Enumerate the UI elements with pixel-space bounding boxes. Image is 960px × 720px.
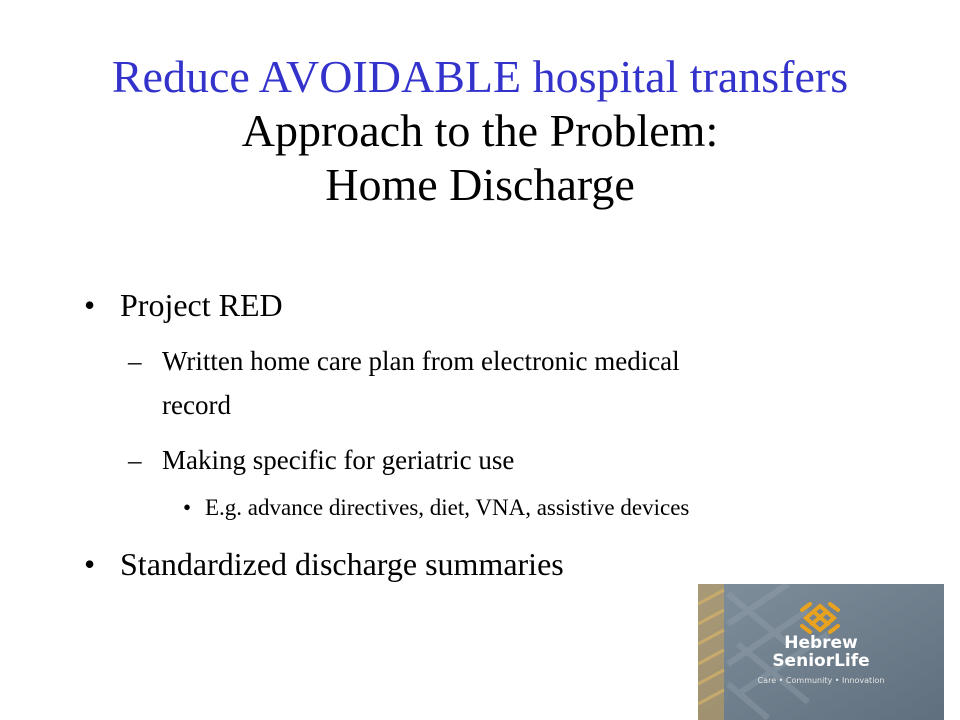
bullet-item-project-red [84,285,283,325]
bullet-text: Project RED [120,287,283,323]
dash-marker: – [128,346,142,376]
sub-bullet-care-plan [128,344,680,378]
sub-bullet-care-plan-continued [162,388,231,422]
dash-marker: – [128,445,142,475]
sub-sub-bullet-examples [183,494,690,522]
hebrew-seniorlife-logo [698,584,944,720]
bullet-text: Standardized discharge summaries [120,546,564,582]
sub-bullet-text: Making specific for geriatric use [162,445,515,475]
sub-bullet-geriatric [128,443,515,477]
bullet-marker: • [84,546,96,582]
logo-tagline: Care • Community • Innovation [757,676,885,685]
title-line-3: Home Discharge [325,159,635,210]
title-line-1: Reduce AVOIDABLE hospital transfers [111,51,849,102]
logo-name-line-2: SeniorLife [772,651,870,671]
bullet-marker: • [183,495,192,520]
title-line-2: Approach to the Problem: [241,105,719,156]
sub-sub-bullet-text: E.g. advance directives, diet, VNA, assistive devices [205,495,690,520]
bullet-item-discharge-summaries [84,544,564,584]
logo-name-line-1: Hebrew [784,633,858,653]
bullet-marker: • [84,287,96,323]
sub-bullet-text: record [162,390,231,420]
sub-bullet-text: Written home care plan from electronic medical [162,346,680,376]
woven-lattice-icon [802,604,838,632]
